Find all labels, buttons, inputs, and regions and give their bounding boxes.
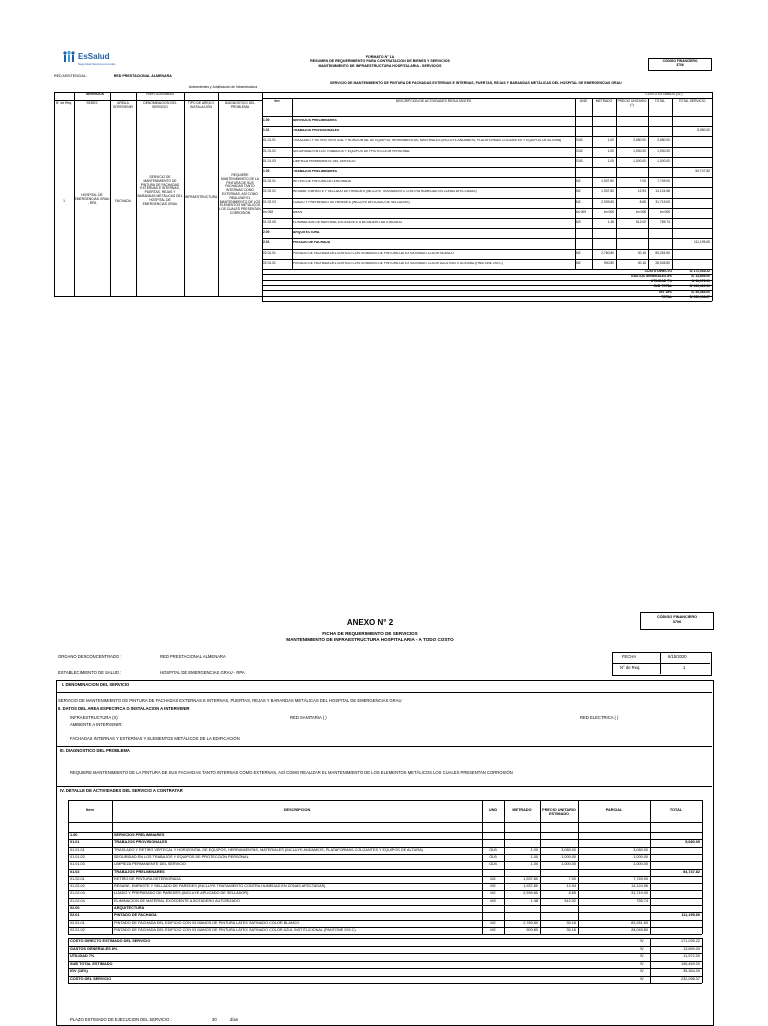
row-line — [262, 249, 712, 250]
row-parcial: 31,719.00 — [631, 891, 648, 896]
column-header: AREA A INTERVENIR — [113, 101, 133, 109]
red-sanitaria-label: RED SANITARIA ( ) — [290, 715, 327, 720]
red-asistencial — [54, 74, 172, 78]
row-line — [262, 116, 712, 117]
row-parcial: 1,000.00 — [633, 862, 648, 867]
req-value: 1 — [683, 665, 686, 670]
row-unit-price: 7.00 — [568, 876, 576, 881]
total-value: S/ 196,469.00 — [689, 284, 710, 289]
column-header: DESCRIPCION DE ACTIVIDADES RESULTANTES — [395, 99, 472, 103]
row-item: 1.02 — [263, 169, 270, 173]
total-label: IGV 18% — [658, 289, 672, 294]
row-metrado: 900.80 — [603, 260, 614, 265]
subtitle-line: FICHA DE REQUERIMIENTO DE SERVICIOS — [322, 631, 418, 636]
row-item: 01.02.02 — [263, 189, 276, 194]
row-description: ELIMINACION DE MATERIAL EXCEDENTE A BOTADERO AUTORIZADO — [293, 221, 403, 224]
row-unit: M2 — [490, 927, 496, 932]
total-value: 13,659.00 — [683, 946, 700, 951]
row-metrado: 1.00 — [530, 854, 538, 859]
column-header: TOTAL — [654, 99, 666, 103]
total-label: UTILIDAD 7% — [650, 279, 672, 284]
column-header: Item — [86, 808, 94, 812]
row-metrado: 1,937.80 — [523, 876, 538, 881]
row-parcial: 83,261.60 — [631, 920, 648, 925]
grid-line — [712, 92, 713, 116]
subtitle-line: MANTENIMIENTO DE INFRAESTRUCTURA HOSPITALARIA - A TODO COSTO — [286, 637, 454, 642]
sec1-text: SERVICIO DE MANTENIMIENTO DE PINTURA DE FACHADAS EXTERNAS E INTERNAS, PUERTAS, REJAS Y BARANDAS METÁLICAS DEL HOSPITAL DE EMERGENCIAS GRAU — [58, 698, 402, 703]
row-metrado: 2,939.80 — [601, 199, 614, 204]
total-label: UTILIDAD 7% — [70, 954, 95, 959]
row-line — [68, 934, 702, 935]
row-metrado: 900.80 — [526, 927, 538, 932]
plazo-unit: días — [230, 1017, 238, 1022]
row-item: 01.02.05 — [263, 220, 276, 224]
total-value: 232,098.37 — [680, 976, 700, 981]
total-currency: S/ — [640, 939, 644, 944]
red-asistencial-value: RED PRESTACIONAL ALMENARA — [113, 74, 172, 78]
row-metrado: 1.00 — [530, 862, 538, 867]
sec3-text: REQUIERE MANTENIMIENTO DE LA PINTURA DE SUS FACHADAS TANTO INTERNAS COMO EXTERNAS, ASÍ COMO REALIZAR EL MANTENIMIENTO DE LOS ELEMENTOS METÁLICOS LOS CUALES PRESENTAN CORROSIÓN — [70, 770, 513, 775]
total-value: 11,972.00 — [683, 954, 700, 959]
grid-line — [110, 92, 111, 296]
code-label: CÓDIGO FINANCIERO — [656, 615, 698, 619]
row-line — [262, 147, 712, 148]
group-header: PoePi 2020098000 — [145, 92, 175, 96]
total-label: COSTO DIRECTO — [644, 268, 672, 273]
row-description: TRASLADO Y RETIRO VERTICAL Y HORIZONTAL DE EQUIPOS, HERRAMIENTAS, MATERIALES (INCLUYE ANDAMIOS, PLATAFORMAS COLGANTES Y EQUIPOS DE ALTURA) — [293, 139, 562, 143]
row-total: 3,080.00 — [657, 138, 670, 143]
essalud-logo — [62, 50, 122, 68]
total-label: COSTO DEL SERVICIO — [70, 976, 112, 981]
ambientes-label: AMBIENTE A INTERVENIR: — [70, 722, 123, 727]
total-currency: S/ — [640, 969, 644, 974]
row-description: SEGURIDAD EN LOS TRABAJOS Y EQUIPOS DE PROTECCIÓN PERSONAL — [293, 149, 411, 153]
row-total: 7,749.00 — [657, 179, 670, 184]
sec2-title: II. DATOS DEL AREA ESPECIFICA O INSTALACION A INTERVENIR — [58, 706, 190, 711]
row-line — [262, 218, 712, 219]
grid-line — [54, 296, 262, 297]
row-unit: M3 — [576, 220, 581, 224]
total-currency: S/ — [640, 946, 644, 951]
row-description: TRASLADO Y RETIRO VERTICAL Y HORIZONTAL DE EQUIPOS, HERRAMIENTAS, MATERIALES (INCLUYE ANDAMIOS, PLATAFORMAS COLGANTES Y EQUIPOS DE ALTURA) — [114, 847, 423, 852]
row-unit-price: 3,080.00 — [633, 138, 646, 143]
row-description: LIJADO Y PREPARADO DE PAREDES (INCLUYE APLICADO DE SELLADOR) — [293, 200, 410, 204]
column-header: PRECIO UNITARIO (*) — [617, 99, 647, 107]
row-description: TRABAJOS PROVISIONALES — [293, 129, 340, 133]
row-unit-price: #n 008 — [635, 209, 646, 214]
header-line: FORMATO N° 1A — [365, 55, 395, 59]
row-total: 54,747.82 — [683, 869, 700, 874]
column-header: SEDES — [86, 101, 98, 105]
row-item: 02.01.01 — [263, 260, 276, 265]
row-unit-price: 12.94 — [566, 884, 576, 889]
column-header: N° de Req. — [55, 101, 73, 105]
column-header: UND — [488, 808, 498, 812]
column-header: METRADO — [595, 99, 613, 103]
row-unit-price: 512.02 — [564, 898, 576, 903]
row-item: 01.01.02 — [70, 854, 85, 859]
grid-line — [702, 938, 703, 983]
sec3-title: III. DIAGNOSTICO DEL PROBLEMA — [60, 748, 130, 753]
plazo-label: PLAZO ESTIMADO DE EJECUCION DEL SERVICIO : — [70, 1017, 172, 1022]
row-unit: M2 — [576, 189, 581, 194]
row-unit-price: 8.65 — [568, 891, 576, 896]
row-line — [262, 136, 712, 137]
row-description: PINTADO DE FACHADA DEL EDIFICIO CON 03 MANOS DE PINTURA LATEX SATINADO COLOR AZUL INSTITUCIONAL (PANTONE 293 C) — [293, 261, 503, 265]
row-total: 31,719.00 — [655, 199, 670, 204]
row-total-servicio: 5,080.00 — [697, 128, 710, 133]
grid-line — [68, 800, 702, 801]
row-item: 01.01.03 — [263, 158, 276, 163]
total-label: SUB TOTAL — [653, 284, 672, 289]
row-unit: GLB — [576, 148, 583, 153]
row-description: LIJADO Y PREPARADO DE PAREDES (INCLUYE APLICADO DE SELLADOR) — [114, 891, 249, 896]
row-item: 02.01.01 — [263, 250, 276, 255]
row-unit-price: 8.65 — [639, 199, 646, 204]
row-line — [68, 953, 702, 954]
row-unit-price: 1,000.00 — [633, 148, 646, 153]
row-item: 01.02.01 — [70, 876, 85, 881]
infra-label: INFRAESTRUCTURA (X) — [70, 715, 118, 720]
code-value: 3706 — [672, 620, 682, 624]
row-description: LIMPIEZA PERMANENTE DEL SERVICIO — [293, 159, 356, 163]
row-parcial: 7,749.00 — [633, 876, 648, 881]
row-description: ELIMINACION DE MATERIAL EXCEDENTE A BOTADERO AUTORIZADO — [114, 898, 240, 903]
row-unit: M2 — [576, 250, 581, 255]
row-parcial: 1,000.00 — [633, 854, 648, 859]
row-total: 1,000.00 — [657, 148, 670, 153]
column-header: TIPO DE AREA O INSTALACIÓN — [187, 101, 215, 109]
row-description: RESANE, EMPASTE Y SELLADO DE PAREDES (INCLUYE TRATAMIENTO CONTRA HUMEDAD EN ZONAS AFECTADAS) — [114, 884, 326, 889]
row-description: SEGURIDAD EN LOS TRABAJOS Y EQUIPOS DE PROTECCIÓN PERSONAL — [114, 854, 249, 859]
service-title: SERVICIO DE MANTENIMIENTO DE PINTURA DE FACHADAS EXTERNAS E INTERNAS, PUERTAS, REJAS Y BARANDAS METÁLICAS DEL HOSPITAL DE EMERGENCIAS GRAU — [330, 81, 622, 85]
row-item: 01.01 — [70, 840, 80, 845]
total-value: S/ 35,364.00 — [691, 289, 710, 294]
row-item: 02.00 — [70, 906, 80, 910]
total-value: S/ 232,098.37 — [689, 295, 710, 299]
row-unit-price: 30.16 — [566, 920, 576, 925]
fecha-value: 6/15/2020 — [668, 654, 687, 659]
grid-line — [184, 92, 185, 296]
row-description: RETIRO DE PINTURA DETERIORADA — [114, 876, 181, 881]
row-item: 01.02.03 — [263, 199, 276, 204]
row-description: PINTADO DE FACHADA — [293, 241, 331, 245]
total-value: S/ 11,972.00 — [691, 279, 710, 284]
row-line — [262, 238, 712, 239]
row-unit-price: 30.16 — [566, 927, 576, 932]
row-item: 02.01 — [70, 913, 80, 918]
row-unit-price: 30.16 — [637, 250, 646, 255]
row-description: SERVICIOS PRELIMINARES — [293, 119, 337, 122]
grid-line — [712, 269, 713, 301]
total-value: 196,469.00 — [680, 961, 700, 966]
row-item: 01.01.01 — [263, 138, 276, 143]
row-description: SERVICIOS PRELIMINARES — [114, 833, 165, 837]
row-item: 01.02.02 — [70, 884, 85, 889]
row-unit-price: 12.94 — [637, 189, 646, 194]
row-line — [262, 259, 712, 260]
row-unit: GLB — [489, 847, 497, 852]
row-parcial: 14,124.56 — [631, 884, 648, 889]
total-label: GASTOS GENERALES 8% — [631, 273, 672, 278]
sec1-title: I. DENOMINACION DEL SERVICIO — [62, 682, 130, 687]
total-label: IGV (18%) — [70, 969, 88, 974]
code-label: CÓDIGO FINANCIERO — [662, 59, 698, 63]
group-header: COSTO ESTIMADO (S/.) — [645, 92, 683, 96]
row-unit: #n 009 — [576, 209, 587, 214]
logo-name: EsSalud — [78, 52, 110, 61]
total-currency: S/ — [640, 976, 644, 981]
total-currency: S/ — [640, 954, 644, 959]
row-unit: M2 — [490, 920, 496, 925]
row-unit: M2 — [490, 884, 496, 889]
fecha-label: FECHA — [622, 654, 637, 659]
total-label: TOTAL — [661, 295, 672, 299]
row-item: 2.00 — [263, 230, 270, 235]
row-metrado: 1.00 — [607, 158, 614, 163]
total-value: 171,039.22 — [680, 939, 700, 944]
column-header: TOTAL — [669, 808, 683, 812]
row-line — [262, 177, 712, 178]
row-line — [68, 946, 702, 947]
row-description: ARQUITECTURA — [293, 231, 320, 235]
row-line — [262, 198, 712, 199]
row-item: 01.01.02 — [263, 148, 276, 153]
red-electrica-label: RED ELECTRICA ( ) — [580, 715, 619, 720]
row-metrado: 2,939.80 — [523, 891, 538, 896]
row-total: 1,000.00 — [657, 158, 670, 163]
anexo-subtitle — [240, 631, 500, 643]
column-header: PARCIAL — [605, 808, 623, 812]
row-description: PINTADO DE FACHADA — [114, 913, 157, 918]
grid-line — [68, 822, 702, 823]
row-line — [262, 301, 712, 302]
column-header: METRADO — [512, 808, 532, 812]
row-metrado: 1.48 — [607, 220, 614, 224]
formato-header — [250, 55, 510, 68]
row-total-servicio: 54,747.82 — [695, 169, 710, 173]
row-metrado: 1.00 — [530, 847, 538, 852]
establecimiento-value: HOSPITAL DE EMERGENCIAS GRAU - RPA — [160, 670, 245, 675]
row-item: 1.00 — [70, 833, 78, 837]
req-label: N° de Req. — [620, 665, 641, 670]
row-parcial: 28,045.80 — [631, 927, 648, 932]
total-value: 35,364.00 — [683, 969, 700, 974]
row-item: 01.01.03 — [70, 862, 85, 867]
column-header: DENOMINACION DEL SERVICIO — [143, 101, 177, 109]
row-description: RETIRO DE PINTURA DETERIORADA — [293, 180, 351, 184]
row-item: 2.01 — [263, 240, 270, 245]
anexo-2-page — [0, 600, 768, 1024]
row-unit: M3 — [490, 898, 496, 903]
row-line — [68, 961, 702, 962]
establecimiento-label: ESTABLECIMIENTO DE SALUD : — [58, 670, 122, 675]
header-line: RESUMEN DE REQUERIMIENTO PARA CONTRATACION DE BIENES Y SERVICIOS — [310, 59, 450, 64]
total-label: SUB TOTAL ESTIMADO — [70, 961, 113, 966]
row-line — [68, 968, 702, 969]
row-item: 1.01 — [263, 128, 270, 133]
row-line — [68, 976, 702, 977]
row-unit: M2 — [576, 260, 581, 265]
row-unit: M2 — [576, 199, 581, 204]
grid-line — [68, 800, 69, 934]
row-total: 14,124.56 — [655, 189, 670, 194]
codigo-financiero-box — [640, 612, 714, 630]
row-line — [262, 208, 712, 209]
row-total: 755.74 — [659, 220, 670, 224]
row-item: 02.01.02 — [70, 927, 85, 932]
grid-line — [112, 800, 113, 934]
column-header: DESCRIPCION — [283, 808, 311, 812]
row-metrado: #n 009 — [603, 209, 614, 214]
column-header: PRECIO UNITARIO ESTIMADO — [542, 808, 576, 816]
row-line — [262, 167, 712, 168]
codigo-financiero-box — [648, 58, 712, 71]
row-unit-price: 512.02 — [635, 220, 646, 224]
row-unit: M2 — [576, 179, 581, 184]
anexo-title: ANEXO N° 2 — [346, 618, 394, 627]
row-unit: GLB — [489, 862, 497, 867]
area-value: FACHADA — [115, 199, 131, 203]
row-unit: M2 — [490, 876, 496, 881]
group-header: SERVICIOS — [86, 92, 104, 96]
row-item: 01.02 — [70, 869, 80, 874]
row-item: 1.00 — [263, 118, 270, 122]
row-unit: GLB — [576, 158, 583, 163]
grid-line — [54, 92, 55, 296]
row-metrado: 1.48 — [530, 898, 538, 903]
row-unit-price: 7.00 — [639, 179, 646, 184]
grid-line — [262, 269, 263, 301]
row-item: #n 008 — [263, 209, 274, 214]
people-icon — [62, 50, 76, 64]
row-total: 111,195.60 — [681, 913, 700, 918]
row-total: #n 009 — [659, 209, 670, 214]
column-header: Item — [273, 99, 281, 103]
row-description: LIMPIEZA PERMANENTE DEL SERVICIO — [114, 862, 186, 867]
row-item: 01.02.04 — [70, 898, 85, 903]
row-total: 28,045.80 — [655, 260, 670, 265]
row-unit: GLB — [576, 138, 583, 143]
req-number: 1 — [63, 199, 65, 203]
row-description: PINTADO DE FACHADA DEL EDIFICIO CON 03 MANOS DE PINTURA LATEX SATINADO COLOR BLANCO — [114, 920, 300, 925]
row-description: TRABAJOS PROVISIONALES — [114, 840, 168, 845]
row-description: #n009 — [293, 210, 303, 214]
grid-line — [702, 800, 703, 934]
sec4-title: IV. DETALLE DE ACTIVIDADES DEL SERVICIO A CONTRATAR — [60, 788, 183, 793]
row-item: 01.02.03 — [70, 891, 85, 896]
row-description: ARQUITECTURA — [114, 906, 145, 910]
row-unit: M2 — [490, 891, 496, 896]
row-metrado: 1.00 — [607, 138, 614, 143]
total-value: S/ 13,659.00 — [691, 273, 710, 278]
row-description: TRABAJOS PRELIMINARES — [114, 869, 165, 874]
row-line — [262, 157, 712, 158]
row-parcial: 755.74 — [636, 898, 648, 903]
total-label: COSTO DIRECTO ESTIMADO DEL SERVICIO — [70, 939, 151, 944]
row-description: RESANE, EMPASTE Y SELLADO DE PAREDES (INCLUYE TRATAMIENTO CONTRA HUMEDAD EN ZONAS AFECTADAS) — [293, 190, 477, 194]
row-line — [262, 228, 712, 229]
row-metrado: 1,937.80 — [601, 189, 614, 194]
red-asistencial-label: RED ASISTENCIAL: — [54, 74, 87, 78]
row-unit-price: 1,000.00 — [561, 862, 576, 867]
organo-label: ORGANO DESCONCENTRADO : — [58, 654, 122, 659]
row-unit-price: 3,080.00 — [561, 847, 576, 852]
row-total-servicio: 111,195.60 — [693, 240, 710, 245]
tipo-value: INFRAESTRUCTURA — [184, 195, 218, 199]
row-unit-price: 30.16 — [637, 260, 646, 265]
plazo-value: 30 — [212, 1017, 217, 1022]
total-value: S/ 171,039.22 — [689, 268, 710, 273]
row-unit-price: 1,000.00 — [633, 158, 646, 163]
row-line — [262, 126, 712, 127]
row-description: TRABAJOS PRELIMINARES — [293, 170, 337, 173]
column-header: DIAGNOSTICO DEL PROBLEMA — [224, 101, 256, 109]
row-parcial: 3,080.00 — [633, 847, 648, 852]
ambientes-value: FACHADAS INTERNAS Y EXTERNAS Y ELEMENTOS METÁLICOS DE LA EDIFICACIÓN — [70, 736, 240, 741]
row-unit-price: 1,000.00 — [561, 854, 576, 859]
row-line — [262, 187, 712, 188]
row-item: 01.02.01 — [263, 179, 276, 184]
row-total: 83,261.60 — [655, 250, 670, 255]
code-value: 3706 — [676, 63, 684, 67]
total-currency: S/ — [640, 961, 644, 966]
total-label: GASTOS GENERALES 8% — [70, 946, 118, 951]
row-metrado: 1.00 — [607, 148, 614, 153]
row-total: 5,080.00 — [685, 840, 700, 845]
row-description: PINTADO DE FACHADA DEL EDIFICIO CON 03 MANOS DE PINTURA LATEX SATINADO COLOR BLANCO — [293, 251, 454, 255]
row-metrado: 1,937.80 — [523, 884, 538, 889]
row-unit: GLB — [489, 854, 497, 859]
group-header: Antecedentes y Justificación de Infraestructura — [188, 85, 258, 89]
row-description: PINTADO DE FACHADA DEL EDIFICIO CON 03 MANOS DE PINTURA LATEX SATINADO COLOR AZUL INSTITUCIONAL (PANTONE 293 C) — [114, 927, 356, 932]
column-header: UND — [579, 99, 588, 103]
organo-value: RED PRESTACIONAL ALMENARA — [160, 654, 226, 659]
grid-line — [68, 938, 702, 939]
row-item: 01.01.01 — [70, 847, 85, 852]
header-line: MANTENIMIENTO DE INFRAESTRUCTURA HOSPITALARIA - SERVICIOS — [318, 63, 442, 68]
row-line — [68, 983, 702, 984]
denominacion-value: SERVICIO DE MANTENIMIENTO DE PINTURA DE FACHADAS EXTERNAS E INTERNAS, PUERTAS, REJAS Y BARANDAS METÁLICAS DEL HOSPITAL DE EMERGENCIAS GRAU — [137, 175, 183, 206]
diagnostico-value: REQUIERE MANTENIMIENTO DE LA PINTURA DE SUS FACHADAS TANTO INTERNAS COMO EXTERNAS, ASÍ COMO REALIZAR EL MANTENIMIENTO DE LOS ELEMENTOS METÁLICOS LOS CUALES PRESENTAN CORROSIÓN — [219, 173, 261, 215]
row-item: 02.01.01 — [70, 920, 85, 925]
sede-value: HOSPITAL DE EMERGENCIAS GRAU - RPA — [74, 193, 110, 205]
column-header: TOTAL SERVICIO — [678, 99, 706, 103]
row-metrado: 2,760.80 — [523, 920, 538, 925]
row-metrado: 1,937.80 — [601, 179, 614, 184]
logo-tagline: Seguridad Social para todos — [78, 62, 116, 66]
grid-line — [712, 98, 713, 269]
row-metrado: 2,760.80 — [601, 250, 614, 255]
